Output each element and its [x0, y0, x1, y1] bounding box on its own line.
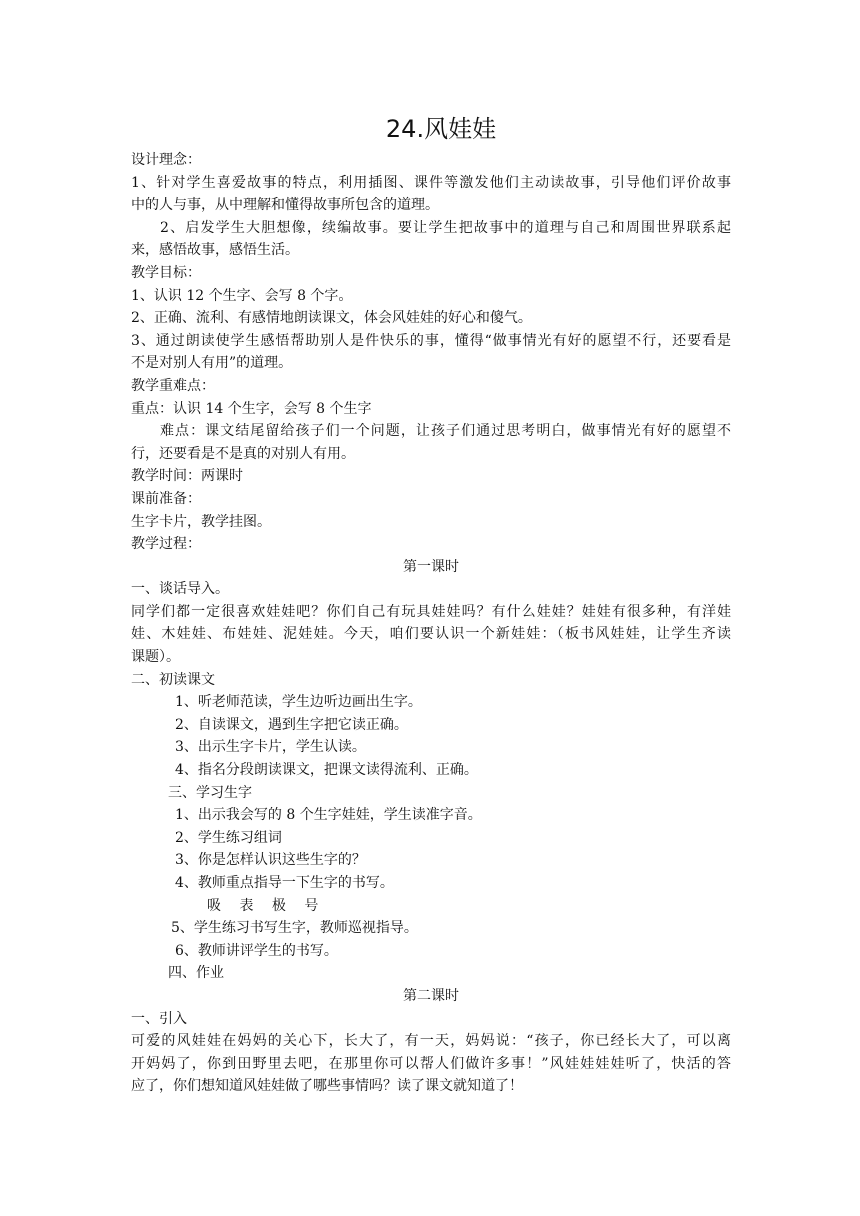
- document-title: 24.风娃娃: [385, 115, 497, 143]
- paragraph-line: 行，还要看是不是真的对别人有用。: [131, 445, 355, 462]
- paragraph-line: 难点：课文结尾留给孩子们一个问题，让孩子们通过思考明白，做事情光有好的愿望不: [160, 423, 731, 440]
- list-item: 4、教师重点指导一下生字的书写。: [175, 875, 394, 891]
- document-page: [131, 112, 731, 1098]
- step-heading: 四、作业: [168, 965, 224, 982]
- paragraph-line: 开妈妈了，你到田野里去吧，在那里你可以帮人们做许多事！”风娃娃娃娃听了，快活的答: [131, 1055, 731, 1072]
- list-item: 2、学生练习组词: [175, 829, 282, 846]
- paragraph-line: 应了，你们想知道风娃娃做了哪些事情吗？读了课文就知道了！: [131, 1078, 523, 1095]
- list-item: 1、出示我会写的 8 个生字娃娃，学生读准字音。: [175, 807, 482, 824]
- paragraph-line: 重点：认识 14 个生字，会写 8 个生字: [131, 400, 372, 417]
- character-list: 吸 表 极 号: [207, 897, 319, 914]
- paragraph-line: 课题）。: [131, 649, 180, 666]
- step-heading: 一、引入: [131, 1010, 187, 1027]
- section-heading-design: 设计理念：: [131, 152, 201, 168]
- section-heading-preparation: 课前准备：: [131, 490, 201, 507]
- list-item: 1、认识 12 个生字、会写 8 个字。: [131, 287, 353, 304]
- step-heading: 二、初读课文: [131, 671, 215, 688]
- list-item: 3、通过朗读使学生感悟帮助别人是件快乐的事，懂得“做事情光有好的愿望不行，还要看是: [131, 332, 731, 349]
- paragraph-line: 中的人与事，从中理解和懂得故事所包含的道理。: [131, 197, 439, 214]
- paragraph-line: 来，感悟故事，感悟生活。: [131, 242, 299, 259]
- paragraph-line: 1、针对学生喜爱故事的特点，利用插图、课件等激发他们主动读故事，引导他们评价故事: [131, 174, 731, 191]
- paragraph-line: 不是对别人有用”的道理。: [131, 355, 293, 372]
- list-item: 4、指名分段朗读课文，把课文读得流利、正确。: [175, 762, 478, 779]
- section-heading-goals: 教学目标：: [131, 264, 201, 281]
- lesson-heading-second: 第二课时: [403, 987, 459, 1004]
- list-item: 5、学生练习书写生字，教师巡视指导。: [171, 920, 418, 937]
- paragraph-line: 生字卡片，教学挂图。: [131, 513, 271, 530]
- list-item: 3、出示生字卡片，学生认读。: [175, 739, 366, 756]
- paragraph-line: 同学们都一定很喜欢娃娃吧？你们自己有玩具娃娃吗？有什么娃娃？娃娃有很多种，有洋娃: [131, 603, 731, 620]
- list-item: 3、你是怎样认识这些生字的？: [175, 852, 366, 869]
- section-heading-key-points: 教学重难点：: [131, 377, 215, 394]
- list-item: 2、正确、流利、有感情地朗读课文，体会风娃娃的好心和傻气。: [131, 310, 532, 327]
- section-heading-time: 教学时间：两课时: [131, 468, 243, 485]
- section-heading-process: 教学过程：: [131, 536, 201, 553]
- lesson-heading-first: 第一课时: [403, 558, 459, 575]
- paragraph-line: 娃、木娃娃、布娃娃、泥娃娃。今天，咱们要认识一个新娃娃：（板书风娃娃，让学生齐读: [131, 626, 731, 643]
- step-heading: 三、学习生字: [168, 784, 252, 801]
- list-item: 1、听老师范读，学生边听边画出生字。: [175, 694, 422, 711]
- step-heading: 一、谈话导入。: [131, 581, 229, 598]
- list-item: 6、教师讲评学生的书写。: [175, 942, 338, 959]
- list-item: 2、自读课文，遇到生字把它读正确。: [175, 716, 408, 733]
- paragraph-line: 可爱的风娃娃在妈妈的关心下，长大了，有一天，妈妈说：“孩子，你已经长大了，可以离: [131, 1033, 731, 1050]
- paragraph-line: 2、启发学生大胆想像，续编故事。要让学生把故事中的道理与自己和周围世界联系起: [160, 219, 731, 236]
